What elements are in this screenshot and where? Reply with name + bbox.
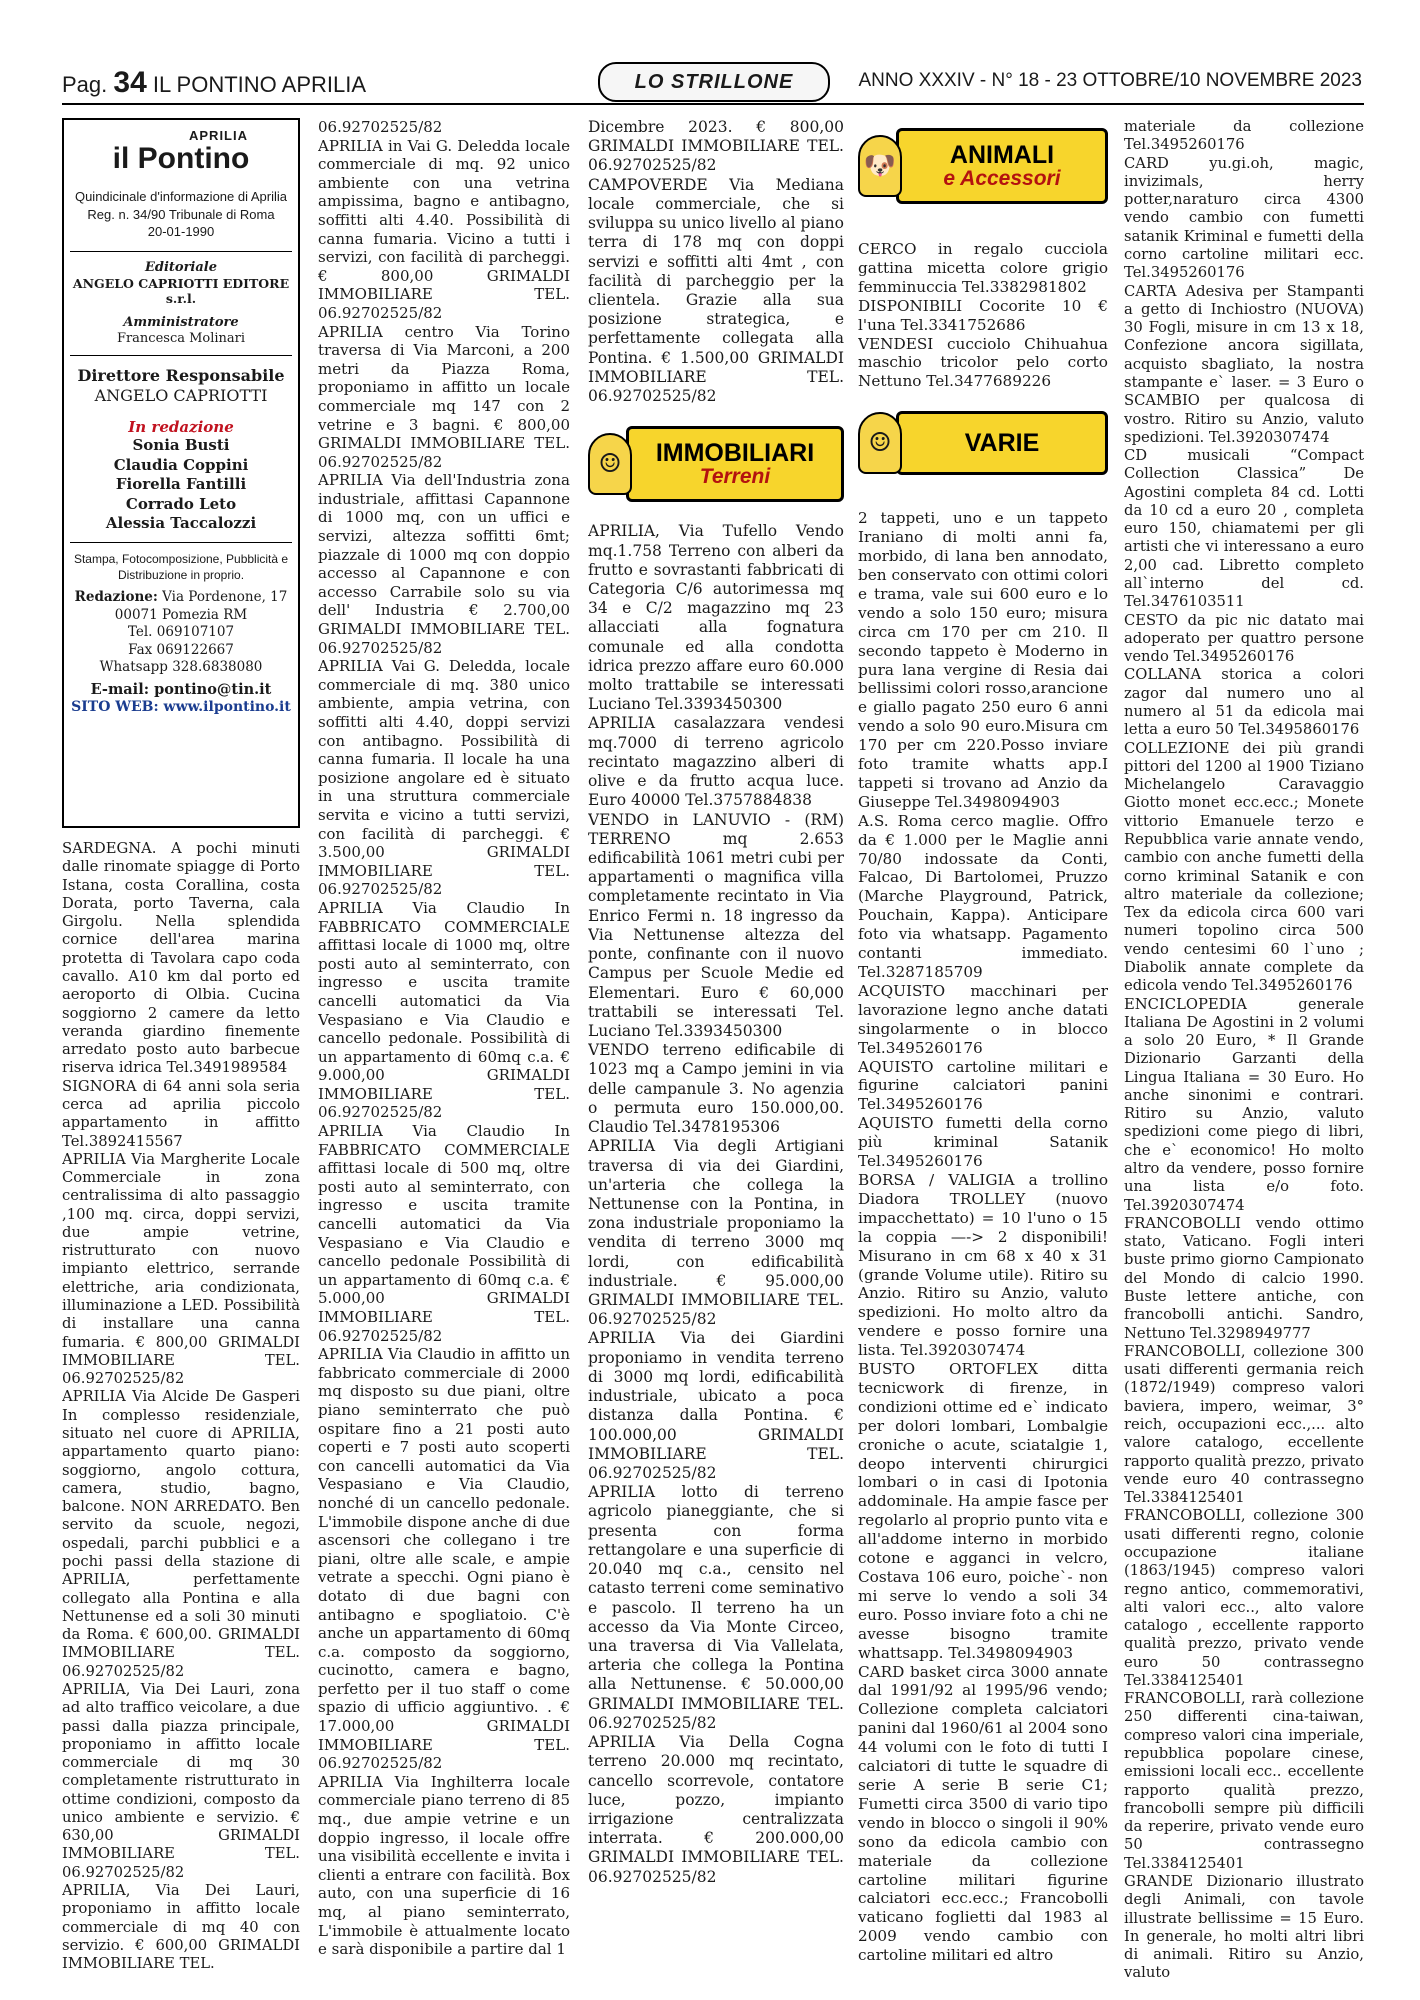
classified-ad: DISPONIBILI Cocorite 10 € l'una Tel.3341752686 xyxy=(858,296,1108,334)
section-banner-immobiliari xyxy=(588,416,844,512)
classified-ad: APRILIA centro Via Torino traversa di Via Marconi, a 200 metri da Piazza Roma, proponiamo in affitto un locale commerciale mq 147 con 2 vetrine e 3 bagni. € 800,00 GRIMALDI IMMOBILIARE TEL. 06.92702525/82 xyxy=(318,322,570,471)
director-name: ANGELO CAPRIOTTI xyxy=(94,385,268,405)
ad-list-col1 xyxy=(62,840,300,1973)
section-banner-varie xyxy=(858,401,1108,485)
staff-label: In redazione xyxy=(128,417,234,436)
classified-ad: AQUISTO cartoline militari e figurine calciatori panini Tel.3495260176 xyxy=(858,1057,1108,1114)
classified-ad: APRILIA Via Inghilterra locale commerciale piano terreno di 85 mq., due ampie vetrine e un doppio ingresso, il locale offre una visibilità eccellente e invita i clienti a entrare con facilità. Box auto, con una superficie di 16 mq, al piano seminterrato, L'immobile è attualmente locato e sarà disponibile a partire dal 1 xyxy=(318,1772,570,1959)
staff-member: Corrado Leto xyxy=(125,494,237,513)
classified-ad: APRILIA lotto di terreno agricolo pianeggiante, che si presenta con forma rettangolare e una superficie di 20.040 mq c.a., censito nel catasto terreni come seminativo e pascolo. Il terreno ha un accesso da Via Monte Circeo, una traversa di Via Vallelata, arteria che collega la Pontina alla Nettunense. € 50.000,00 GRIMALDI IMMOBILIARE TEL. 06.92702525/82 xyxy=(588,1483,844,1732)
classified-ad: CARD yu.gi.oh, magic, invizimals, herry potter,naraturo circa 4300 vendo cambio con fumetti satanik Kriminal e fumetti della corno cartoline militari ecc. Tel.3495260176 xyxy=(1124,154,1364,282)
classified-ad: CERCO in regalo cucciola gattina micetta colore grigio femminuccia Tel.3382981802 xyxy=(858,240,1108,296)
column-4 xyxy=(858,118,1108,1965)
classified-ad: APRILIA Via Claudio in affitto un fabbricato commerciale di 2000 mq disposto su due piani, oltre piano seminterrato che può ospitare fino a 21 posti auto coperti e 7 posti auto scoperti con cancelli automatici da Via Vespasiano e Via Claudio, nonché di un cancello pedonale. L'immobile dispone anche di due ascensori che collegano i tre piani, oltre alle scale, e ampie vetrate a specchi. Ogni piano è dotato di due bagni con antibagno e spogliatoio. C'è anche un appartamento di 60mq c.a. composto da soggiorno, cucinotto, camera e bagno, perfetto per il tuo staff o come spazio di ufficio aggiuntivo. . € 17.000,00 GRIMALDI IMMOBILIARE TEL. 06.92702525/82 xyxy=(318,1345,570,1773)
classified-ad: APRILIA Via Margherite Locale Commerciale in zona centralissima di alto passaggio ,100 mq. circa, doppi servizi, due ampie vetrine, ristrutturato con nuovo impianto elettrico, serrande elettriche, aria condizionata, illuminazione a LED. Possibilità di installare una canna fumaria. € 800,00 GRIMALDI IMMOBILIARE TEL. 06.92702525/82 xyxy=(62,1150,300,1388)
classified-ad: VENDESI cucciolo Chihuahua maschio tricolor pelo corto Nettuno Tel.3477689226 xyxy=(858,334,1108,391)
masthead-info xyxy=(70,188,292,241)
ad-list-col2 xyxy=(318,118,570,1959)
classified-ad: SIGNORA di 64 anni sola seria cerca ad aprilia piccolo appartamento in affitto Tel.3892415567 xyxy=(62,1077,300,1150)
staff-list xyxy=(70,436,292,534)
page-header xyxy=(62,62,1362,102)
classified-ad: ACQUISTO macchinari per lavorazione legno anche datati singolarmente o in blocco Tel.3495260176 xyxy=(858,981,1108,1057)
column-3 xyxy=(588,118,844,1887)
section-banner-animali xyxy=(858,118,1108,214)
classified-ad: APRILIA casalazzara vendesi mq.7000 di terreno agricolo recintato magazzino alberi di olive e da frutto acqua luce. Euro 40000 Tel.3757884838 xyxy=(588,714,844,810)
banner-plate xyxy=(896,411,1108,475)
classified-ad: CAMPOVERDE Via Mediana locale commerciale, che si sviluppa su unico livello al piano terra di 178 mq con doppi servizi e soffitti alti 4mt , con facilità di parcheggio per la clientela. Grazie alla sua posizione strategica, e perfettamente collegata alla Pontina. € 1.500,00 GRIMALDI IMMOBILIARE TEL. 06.92702525/82 xyxy=(588,175,844,406)
ad-list-varie xyxy=(858,509,1108,1965)
section-subtitle: e Accessori xyxy=(943,167,1061,191)
page-folio xyxy=(62,66,366,100)
classified-ad: FRANCOBOLLI, collezione 300 usati differenti germania reich (1872/1949) compreso valori baviera, impero, weimar, 3° reich, occupazioni ecc.,... alto valore catalogo, eccellente rapporto qualità prezzo, privato vende euro 40 contrassegno Tel.3384125401 xyxy=(1124,1342,1364,1507)
masthead-city: APRILIA xyxy=(189,128,248,143)
editor-name: ANGELO CAPRIOTTI EDITORE s.r.l. xyxy=(72,275,290,307)
admin-label: Amministratore xyxy=(123,314,239,330)
staff-member: Fiorella Fantilli xyxy=(115,475,247,494)
mascot-icon: ☺ xyxy=(858,412,902,474)
ad-list-col3 xyxy=(588,522,844,1887)
section-title: IMMOBILIARI xyxy=(655,439,815,468)
classified-ad: APRILIA, Via Tufello Vendo mq.1.758 Terreno con alberi da frutto e sovrastanti fabbricati di Categoria C/6 autorimessa mq 34 e C/2 magazzino mq 23 allacciati alla fognatura comunale ed alla condotta idrica prezzo affare euro 60.000 molto trattabile se interessati Luciano Tel.3393450300 xyxy=(588,522,844,714)
divider xyxy=(70,251,292,252)
classified-ad: AQUISTO fumetti della corno più kriminal Satanik Tel.3495260176 xyxy=(858,1114,1108,1171)
column-2 xyxy=(318,118,570,1959)
mascot-icon: ☺ xyxy=(588,433,632,495)
publication-name: IL PONTINO APRILIA xyxy=(152,72,367,97)
city-cap: 00071 Pomezia RM xyxy=(114,606,248,623)
email: E-mail: pontino@tin.it xyxy=(90,680,272,698)
admin-name: Francesca Molinari xyxy=(116,330,246,346)
masthead-tagline: Quindicinale d'informazione di Aprilia xyxy=(74,189,288,205)
divider xyxy=(70,542,292,543)
redazione-line xyxy=(70,589,292,607)
classified-ad: APRILIA Vai G. Deledda, locale commerciale di mq. 380 unico ambiente, ampia vetrina, con soffitti alti 4.40, doppi servizi con antibagno. Possibilità di canna fumaria. Il locale ha una posizione angolare ed è situato in una struttura commerciale servita e vicino a tutti servizi, con facilità di parcheggi. € 3.500,00 GRIMALDI IMMOBILIARE TEL. 06.92702525/82 xyxy=(318,657,570,899)
classified-ad: COLLEZIONE dei più grandi pittori del 1200 al 1900 Tiziano Michelangelo Caravaggio Giotto monet ecc.ecc.; Monete vittorio Emanuele terzo e Repubblica varie annate vendo, cambio con anche fumetti della corno kriminal Satanik e con altro materiale da collezione; Tex da edicola circa 600 vari numeri topolino circa 500 vendo centesimi 60 l`uno ; Diabolik annate complete da edicola vendo Tel.3495260176 xyxy=(1124,739,1364,995)
page-label: Pag. xyxy=(62,72,108,97)
classified-ad: FRANCOBOLLI, rarà collezione 250 differenti cina-taiwan, compreso valori cina imperiale, repubblica popolare cinese, emissioni locali ecc.. eccellente rapporto qualità prezzo, francobolli sempre più difficili da reperire, privato vende euro 50 contrassegno Tel.3384125401 xyxy=(1124,1690,1364,1872)
staff-member: Sonia Busti xyxy=(132,436,230,455)
fax: Fax 069122667 xyxy=(128,641,234,658)
redazione-label: Redazione: xyxy=(74,589,158,606)
masthead-box xyxy=(62,118,300,828)
classified-ad: BUSTO ORTOFLEX ditta tecnicwork di firenze, in condizioni ottime ed e` indicato per dolori lombari, Lombalgie croniche o acute, sciatalgie 1, deopo interventi chirurgici lombari o in casi di Ipotonia addominale. Ha ampie fasce per regolarlo al proprio punto vita e all'addome interno in morbido cotone e agganci in velcro, Costava 106 euro, poiche`- non mi serve lo vendo a soli 34 euro. Posso inviare foto a chi ne avesse bisogno tramite whattsapp. Tel.3498094903 xyxy=(858,1360,1108,1662)
website: SITO WEB: www.ilpontino.it xyxy=(71,698,291,715)
classified-ad: VENDO terreno edificabile di 1023 mq a Campo jemini in via delle campanule 3. No agenzia o permuta euro 150.000,00. Claudio Tel.3478195306 xyxy=(588,1041,844,1137)
classified-ad: FRANCOBOLLI vendo ottimo stato, Vaticano. Fogli interi buste primo giorno Campionato del Mondo di calcio 1990. Buste lettere antiche, con francobolli antichi. Sandro, Nettuno Tel.3298949777 xyxy=(1124,1214,1364,1342)
classified-ad: 2 tappeti, uno e un tappeto Iraniano di molti anni fa, morbido, di lana ben annodato, ben conservato con ottimi colori e trama, vale sui 600 euro e lo vendo a solo 150 euro; misura circa cm 170 per cm 210. Il secondo tappeto è Moderno in pura lana vergine di Resia dai bellissimi colori rosso,arancione e giallo pagato 250 euro 6 anni vendo a solo 90 euro.Misura cm 170 per cm 220.Posso inviare foto tramite whatts app.I tappeti si trovano ad Anzio da Giuseppe Tel.3498094903 xyxy=(858,509,1108,811)
classified-ad: BORSA / VALIGIA a trollino Diadora TROLLEY (nuovo impacchettato) = 10 l'uno o 15 la coppia —-> 2 disponibili! Misurano in cm 68 x 40 x 31 (grande Volume utile). Ritiro su Anzio. Ritiro su Anzio, valuto spedizioni. Ho molto altro da vendere e posso fornire una lista. Tel.3920307474 xyxy=(858,1170,1108,1360)
classified-ad: APRILIA Via dell'Industria zona industriale, affittasi Capannone di 1000 mq, con un uffici e servizi, altezza soffitti 6mt; piazzale di 1000 mq con doppio accesso al Capannone e con accesso Carrabile solo su via dell' Industria € 2.700,00 GRIMALDI IMMOBILIARE TEL. 06.92702525/82 xyxy=(318,471,570,657)
ad-list-col3-top xyxy=(588,118,844,406)
classified-ad: SARDEGNA. A pochi minuti dalle rinomate spiagge di Porto Istana, costa Corallina, costa Dorata, porto Taverna, cala Girgolu. Nella splendida cornice dell'area marina protetta di Tavolara capo coda cavallo. A10 km dal porto ed aeroporto di Olbia. Cucina soggiorno 2 camere da letto veranda giardino finemente arredato posto auto barbecue riserva idrica Tel.3491989584 xyxy=(62,840,300,1077)
classified-ad: APRILIA Via Claudio In FABBRICATO COMMERCIALE affittasi locale di 1000 mq, oltre posti auto al seminterrato, con ingresso e uscita tramite cancelli automatici da Via Vespasiano e Via Claudio e cancello pedonale. Possibilità di un appartamento di 60mq c.a. € 9.000,00 GRIMALDI IMMOBILIARE TEL. 06.92702525/82 xyxy=(318,898,570,1122)
lo-strillone-logo: LO STRILLONE xyxy=(598,62,830,102)
classified-ad: APRILIA Via dei Giardini proponiamo in vendita terreno di 3000 mq lordi, edificabilità industriale, ubicato a poca distanza dalla Pontina. € 100.000,00 GRIMALDI IMMOBILIARE TEL. 06.92702525/82 xyxy=(588,1329,844,1482)
ad-list-animali xyxy=(858,240,1108,391)
classified-ad: APRILIA Via Claudio In FABBRICATO COMMERCIALE affittasi locale di 500 mq, oltre posti auto al seminterrato, con ingresso e uscita tramite cancelli automatici da Via Vespasiano e Via Claudio e cancello pedonale Possibilità di un appartamento di 60mq c.a. € 5.000,00 GRIMALDI IMMOBILIARE TEL. 06.92702525/82 xyxy=(318,1122,570,1345)
classified-ad: FRANCOBOLLI, collezione 300 usati differenti regno, colonie occupazione italiane (1863/1945) compreso valori regno antico, commemorativi, alti valori ecc.., alto valore catalogo , eccellente rapporto qualità prezzo, privato vende euro 50 contrassegno Tel.3384125401 xyxy=(1124,1507,1364,1689)
page-number: 34 xyxy=(113,66,147,99)
masthead-title: il Pontino xyxy=(112,142,250,176)
classified-ad: CARTA Adesiva per Stampanti a getto di Inchiostro (NUOVA) 30 Fogli, misure in cm 13 x 18, Confezione ancora sigillata, acquisto sbagliato, la nostra stampante e` laser. = 3 Euro o SCAMBIO per qualcosa di vostro. Ritiro su Anzio, valuto spedizioni. Tel.3920307474 xyxy=(1124,282,1364,446)
classified-ad: ENCICLOPEDIA generale Italiana De Agostini in 2 volumi a solo 20 Euro, * Il Grande Dizionario Garzanti della Lingua Italiana = 30 Euro. Ho anche sinonimi e contrari. Ritiro su Anzio, valuto spedizioni come piego di libri, che e` economico! Ho molto altro da vendere, posso fornire una lista e/o foto. Tel.3920307474 xyxy=(1124,995,1364,1214)
classified-ad: 06.92702525/82 xyxy=(318,118,443,136)
classified-ad: APRILIA, Via Dei Lauri, zona ad alto traffico veicolare, a due passi dalla piazza principale, proponiamo in affitto locale commerciale di mq 30 completamente ristrutturato in ottime condizioni, composto da unico ambiente e servizio. € 630,00 GRIMALDI IMMOBILIARE TEL. 06.92702525/82 xyxy=(62,1680,300,1881)
classified-ad: APRILIA Via degli Artigiani traversa di via dei Giardini, un'arteria che collega la Nettunense con la Pontina, in zona industriale proponiamo la vendita di terreno 3000 mq lordi, con edificabilità industriale. € 95.000,00 GRIMALDI IMMOBILIARE TEL. 06.92702525/82 xyxy=(588,1137,844,1329)
ad-list-col5 xyxy=(1124,118,1364,1983)
classified-ad: A.S. Roma cerco maglie. Offro da € 1.000 per le Maglie anni 70/80 indossate da Conti, Falcao, Di Bartolomei, Pruzzo (Marche Playground, Patrick, Pouchain, Kappa). Anticipare foto via whatsapp. Pagamento contanti immediato. Tel.3287185709 xyxy=(858,811,1108,981)
contact-block xyxy=(70,589,292,677)
whatsapp: Whatsapp 328.6838080 xyxy=(99,659,263,676)
dog-mascot-icon: 🐶 xyxy=(858,135,902,197)
director-label: Direttore Responsabile xyxy=(77,366,285,386)
redazione-address: Via Pordenone, 17 xyxy=(162,589,288,606)
classified-ad: COLLANA storica a colori zagor dal numero uno al numero al 51 da edicola mai letta a euro 50 Tel.3495860176 xyxy=(1124,666,1364,739)
column-1 xyxy=(62,118,300,1973)
classified-ad: CARD basket circa 3000 annate dal 1991/92 al 1995/96 vendo; Collezione completa calciatori panini dal 1960/61 al 2004 sono 44 volumi con le foto di tutti I calciatori di tutte le squadre di serie A serie B serie C1; Fumetti circa 3500 di vario tipo vendo in blocco o singoli il 90% sono da edicola cambio con materiale da collezione cartoline militari figurine calciatori ecc.ecc.; Francobolli vaticano foglietti dal 1983 al 2009 vendo cambio con cartoline militari ed altro xyxy=(858,1662,1108,1965)
section-title: ANIMALI xyxy=(949,140,1055,169)
staff-member: Alessia Taccalozzi xyxy=(105,514,257,533)
divider xyxy=(70,355,292,356)
masthead-registration: Reg. n. 34/90 Tribunale di Roma xyxy=(87,206,275,222)
masthead-reg-date: 20-01-1990 xyxy=(147,224,215,240)
banner-plate xyxy=(626,426,844,502)
staff-member: Claudia Coppini xyxy=(113,455,249,474)
classified-ad: Dicembre 2023. € 800,00 GRIMALDI IMMOBILIARE TEL. 06.92702525/82 xyxy=(588,118,844,175)
editor-label: Editoriale xyxy=(144,259,218,275)
header-rule xyxy=(62,103,1364,105)
classified-ad: CD musicali “Compact Collection Classica” De Agostini completa 84 cd. Lotti da 10 cd a euro 20 , completa euro 150, chiamatemi per gli artisti che vi interessano a euro 2,00 cad. Libretto completo all`interno del cd. Tel.3476103511 xyxy=(1124,447,1364,611)
column-5 xyxy=(1124,118,1364,1983)
classified-ad: APRILIA, Via Dei Lauri, proponiamo in affitto locale commerciale di mq 40 con servizio. € 600,00 GRIMALDI IMMOBILIARE TEL. xyxy=(62,1882,300,1973)
telephone: Tel. 069107107 xyxy=(127,624,235,641)
print-note: Stampa, Fotocomposizione, Pubblicità e Distribuzione in proprio. xyxy=(73,551,289,583)
section-subtitle: Terreni xyxy=(699,465,771,489)
classified-ad: VENDO in LANUVIO - (RM) TERRENO mq 2.653 edificabilità 1061 metri cubi per appartamenti o magnifica villa completamente recintato in Via Enrico Fermi n. 18 ingresso da Via Nettunense altezza del ponte, confinante con il nuovo Campus per Scuole Medie ed Elementari. Euro € 60,000 trattabili se interessati Tel. Luciano Tel.3393450300 xyxy=(588,810,844,1040)
classified-ad: materiale da collezione Tel.3495260176 xyxy=(1124,118,1364,154)
issue-info: ANNO XXXIV - N° 18 - 23 OTTOBRE/10 NOVEMBRE 2023 xyxy=(858,70,1362,91)
classified-ad: APRILIA Via Della Cogna terreno 20.000 mq recintato, cancello scorrevole, contatore luce, pozzo, impianto irrigazione centralizzata interrata. € 200.000,00 GRIMALDI IMMOBILIARE TEL. 06.92702525/82 xyxy=(588,1733,844,1886)
section-title: VARIE xyxy=(964,429,1040,458)
banner-plate xyxy=(896,128,1108,204)
classified-ad: APRILIA Via Alcide De Gasperi In complesso residenziale, situato nel cuore di APRILIA, appartamento quarto piano: soggiorno, angolo cottura, camera, studio, bagno, balcone. NON ARREDATO. Ben servito da scuole, negozi, ospedali, parchi pubblici e a pochi passi della stazione di APRILIA, perfettamente collegato alla Pontina e alla Nettunense ed a soli 30 minuti da Roma. € 600,00. GRIMALDI IMMOBILIARE TEL. 06.92702525/82 xyxy=(62,1388,300,1680)
classified-ad: CESTO da pic nic datato mai adoperato per quattro persone vendo Tel.3495260176 xyxy=(1124,611,1364,666)
classified-ad: GRANDE Dizionario illustrato degli Animali, con tavole illustrate bellissime = 15 Euro. In generale, ho molti altri libri di animali. Ritiro su Anzio, valuto xyxy=(1124,1873,1364,1982)
classified-ad: APRILIA in Vai G. Deledda locale commerciale di mq. 92 unico ambiente con una vetrina ampissima, bagno e antibagno, soffitti alti 4.40. Possibilità di canna fumaria. Vicino a tutti i servizi, con facilità di parcheggi. € 800,00 GRIMALDI IMMOBILIARE TEL. 06.92702525/82 xyxy=(318,136,570,322)
